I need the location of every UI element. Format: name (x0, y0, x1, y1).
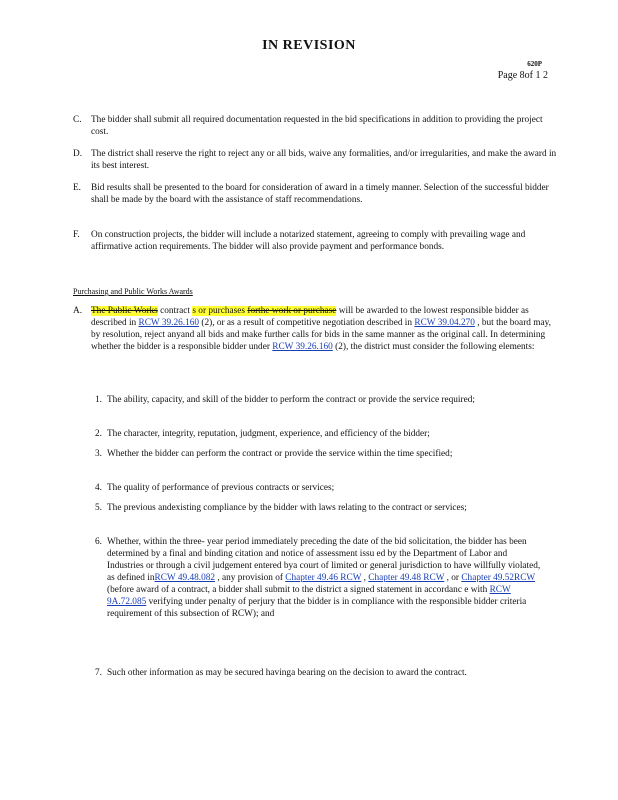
item-text: (before award of a contract, a bidder shall submit to the district a signed statement in accordanc e with (107, 585, 490, 595)
inserted-text: s (192, 306, 196, 316)
item-text: will be awarded to the lowest responsible bidder as described in (91, 306, 529, 328)
chapter-link[interactable]: Chapter 49.48 RCW (368, 573, 445, 583)
item-text: Bid results shall be presented to the board for consideration of award in a timely manner. Selection of the successful bidder shall be made by the board with the assistance of staff recommendations. (91, 183, 549, 205)
item-text: , but the board may, by resolution, reject anyand all bids and make further calls for bids in the same manner as the original call. In determining whether the bidder is a responsible bidder under (91, 318, 551, 352)
section-heading: Purchasing and Public Works Awards (73, 287, 193, 296)
item-label: 7. (95, 668, 102, 678)
sub-item-1 (95, 394, 542, 406)
item-text: contract (157, 306, 193, 316)
sub-item-6 (95, 536, 542, 620)
item-text: The quality of performance of previous contracts or services; (107, 483, 335, 493)
sub-item-4 (95, 482, 542, 494)
item-label: 2. (95, 429, 102, 439)
list-item-a (73, 305, 561, 353)
item-label: 3. (95, 449, 102, 459)
struck-text: The Public Works (91, 306, 158, 316)
list-item-d (73, 148, 561, 172)
item-text: Whether, within the three- year period immediately preceding the date of the bid solicitation, the bidder has been determined by a final and binding citation and notice of assessment issu ed by the Department of Labor and Industries or through a civil judgement entered bya court of limited or general jurisdiction to have willfully violated, as defined in (107, 537, 541, 583)
item-label: 5. (95, 503, 102, 513)
item-text: The bidder shall submit all required documentation requested in the bid specifications in addition to providing the project cost. (91, 115, 543, 137)
sub-item-3 (95, 448, 542, 460)
item-text: (2), the district must consider the following elements: (332, 342, 535, 352)
sub-item-5 (95, 502, 542, 514)
item-text: On construction projects, the bidder will include a notarized statement, agreeing to comply with prevailing wage and affirmative action requirements. The bidder will also provide payment and performance bonds. (91, 230, 526, 252)
rcw-link[interactable]: RCW 39.26.160 (272, 342, 333, 352)
item-text: The ability, capacity, and skill of the bidder to perform the contract or provide the service required; (107, 395, 475, 405)
item-text: verifying under penalty of perjury that the bidder is in compliance with the responsible bidder criteria requirement of this subsection of RCW); and (107, 597, 527, 619)
rcw-link[interactable]: RCW 49.48.082 (154, 573, 216, 583)
sub-item-2 (95, 428, 542, 440)
item-text: The character, integrity, reputation, judgment, experience, and efficiency of the bidder; (107, 429, 430, 439)
item-label: D. (73, 149, 83, 159)
item-label: E. (73, 183, 82, 193)
chapter-link[interactable]: Chapter 49.46 RCW (285, 573, 362, 583)
page-title: IN REVISION (262, 38, 356, 53)
item-text: The district shall reserve the right to reject any or all bids, waive any formalities, and/or irregularities, and make the award in its best interest. (91, 149, 557, 171)
struck-text: forthe work or purchase (247, 306, 337, 316)
list-item-e (73, 182, 561, 206)
item-text: , or (444, 573, 462, 583)
item-label: 1. (95, 395, 102, 405)
rcw-link[interactable]: RCW 39.26.160 (138, 318, 200, 328)
item-text: , any provision of (215, 573, 286, 583)
inserted-text: or purchases (195, 306, 248, 316)
item-text: (2), or as a result of competitive negotiation described in (199, 318, 415, 328)
item-text: The previous andexisting compliance by the bidder with laws relating to the contract or services; (107, 503, 467, 513)
item-text: , (361, 573, 369, 583)
item-label: 6. (95, 537, 102, 547)
item-label: F. (73, 230, 80, 240)
list-item-f (73, 229, 561, 253)
item-label: 4. (95, 483, 102, 493)
policy-code: 620P (527, 60, 542, 68)
item-text: Whether the bidder can perform the contract or provide the service within the time specified; (107, 449, 453, 459)
rcw-link[interactable]: RCW 39.04.270 (414, 318, 475, 328)
list-item-c (73, 114, 561, 138)
rcw-link[interactable]: RCW 9A.72.085 (107, 585, 511, 607)
item-text: Such other information as may be secured havinga bearing on the decision to award the contract. (107, 668, 467, 678)
chapter-link[interactable]: Chapter 49.52RCW (461, 573, 536, 583)
item-label: C. (73, 115, 82, 125)
page-number: Page 8of 1 2 (497, 70, 548, 81)
sub-item-7 (95, 667, 542, 679)
item-label: A. (73, 306, 83, 316)
